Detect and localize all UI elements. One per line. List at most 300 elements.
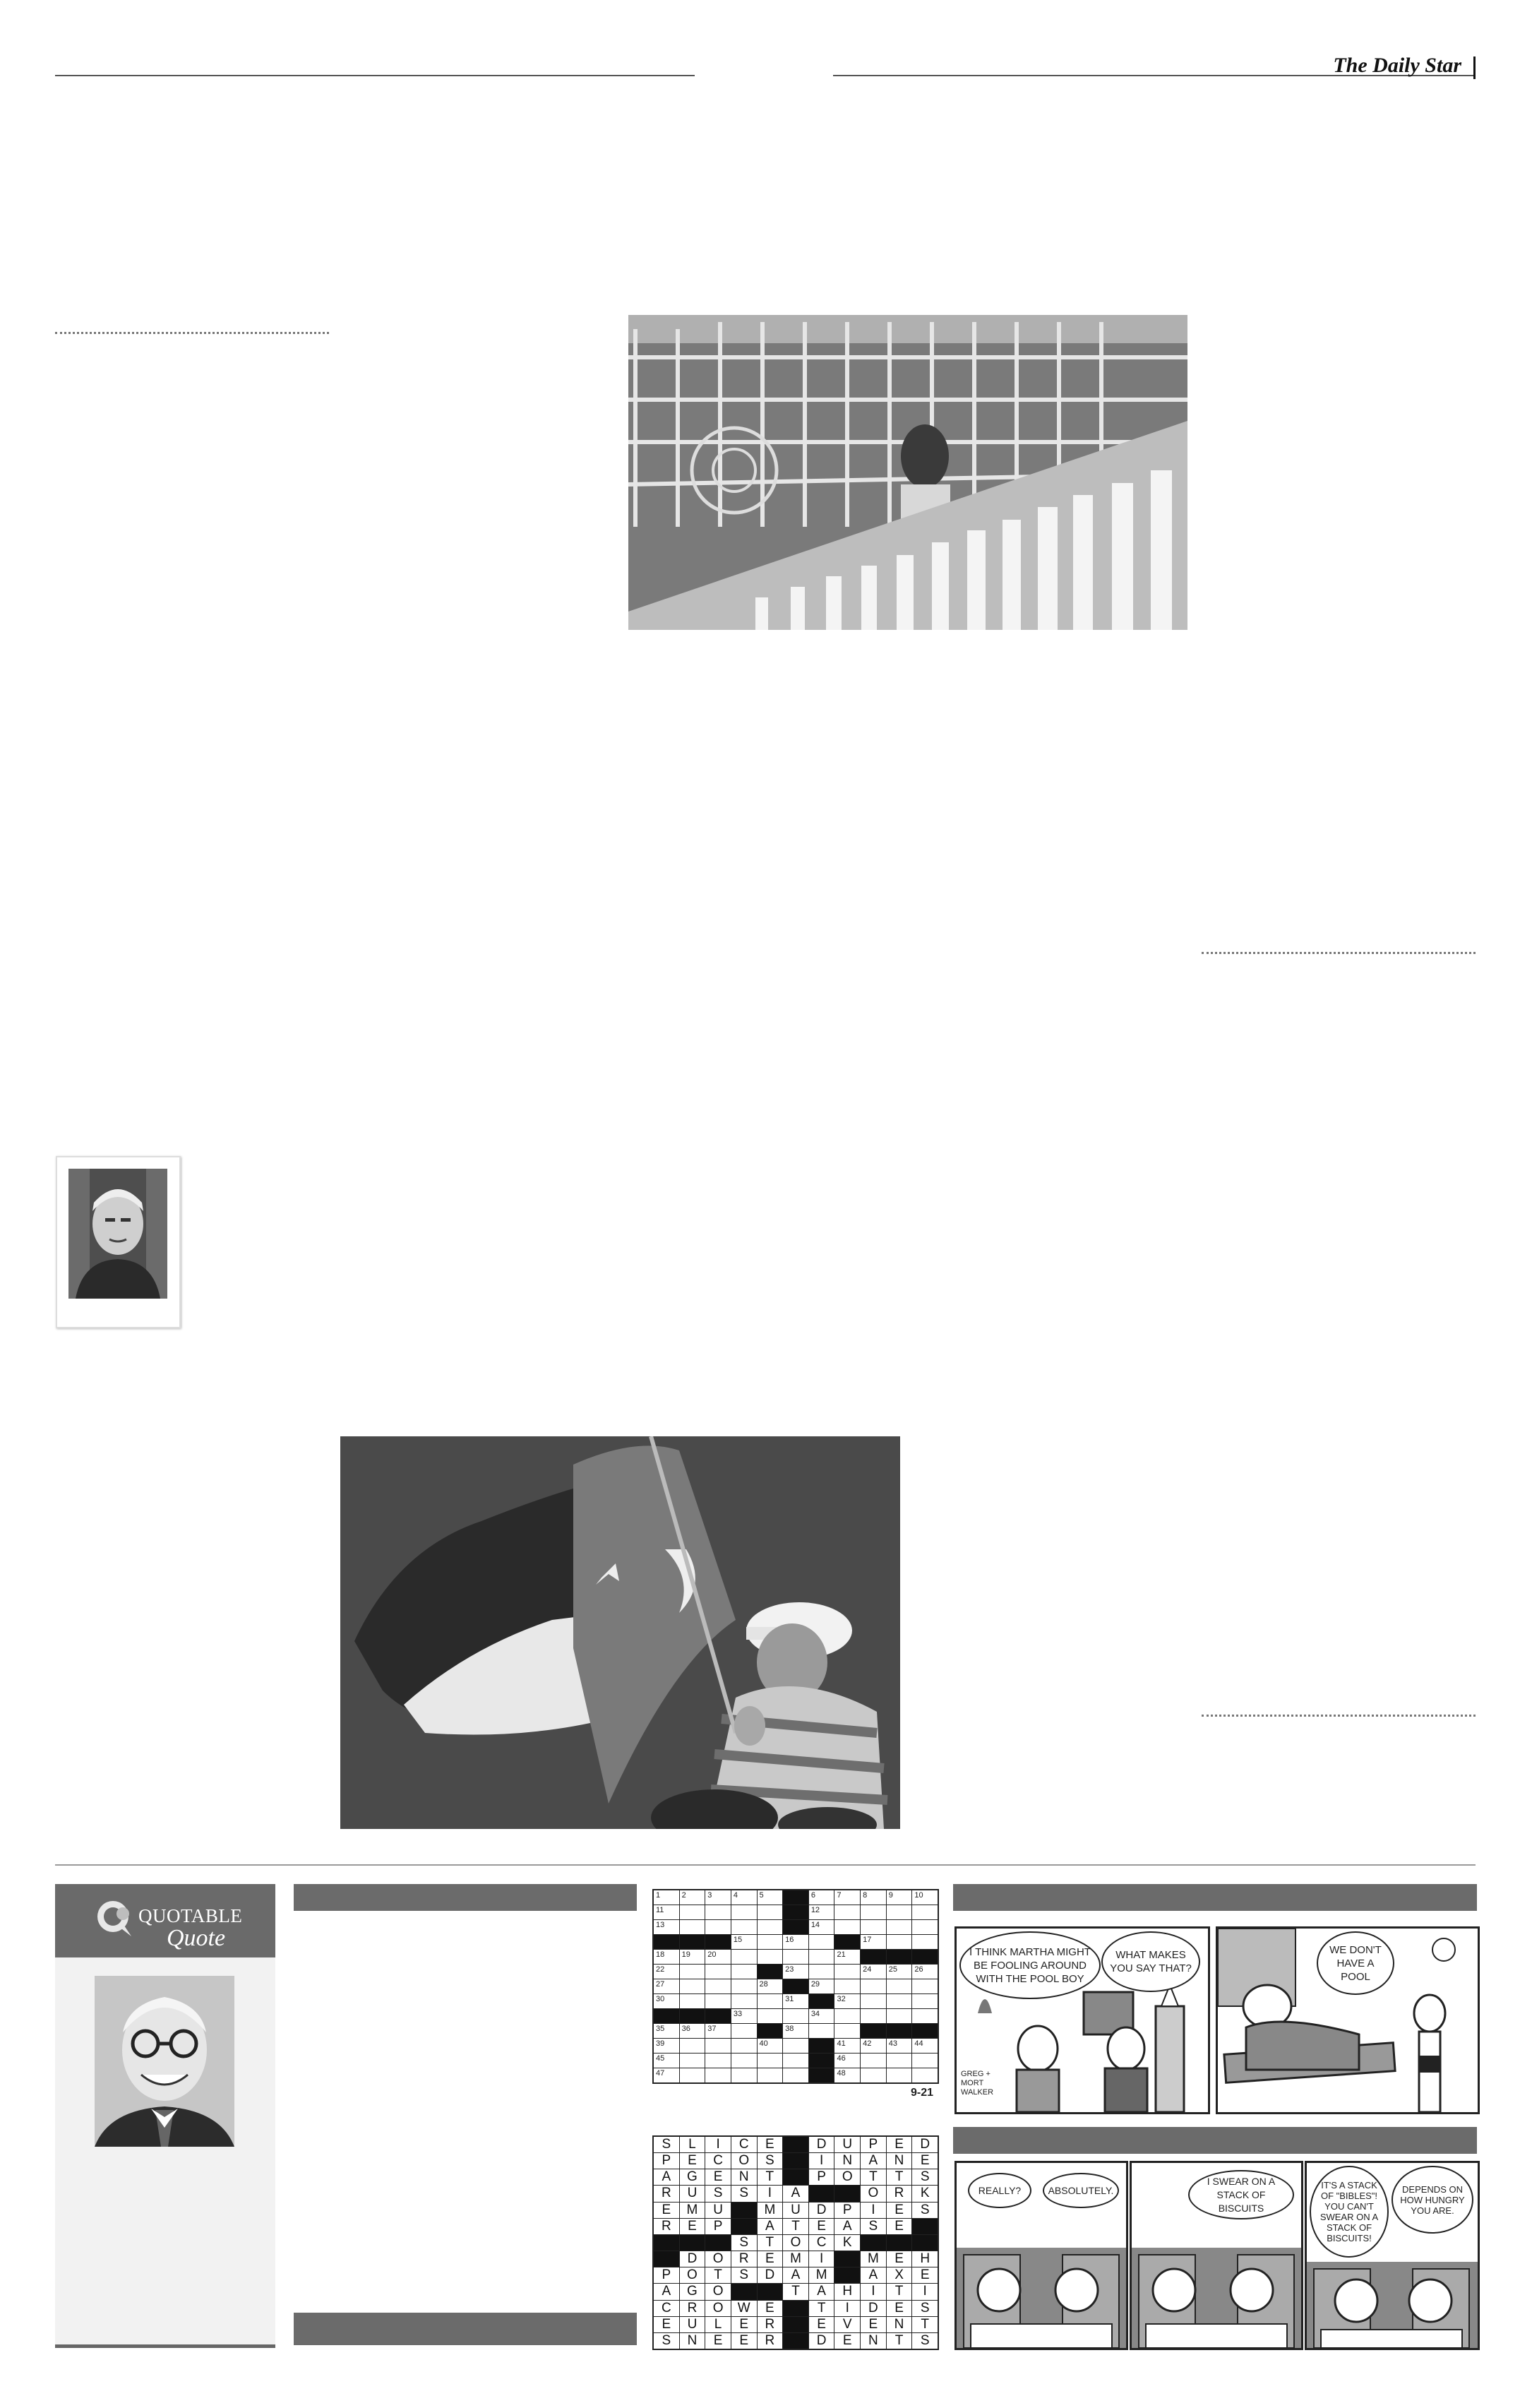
- crossword-cell: [834, 1920, 860, 1934]
- answer-letter: U: [687, 2316, 698, 2332]
- answer-cell: [834, 2284, 860, 2299]
- crossword-clue-number: 24: [863, 1965, 872, 1974]
- answer-cell: [654, 2137, 679, 2152]
- crossword-cell: [705, 1979, 731, 1993]
- answer-cell: [861, 2333, 886, 2349]
- crossword-cell: [912, 1890, 938, 1905]
- answer-letter: P: [662, 2153, 671, 2169]
- answer-letter: U: [687, 2186, 698, 2201]
- answer-black-square: [809, 2186, 834, 2201]
- comic1-panel-2: [1216, 1926, 1480, 2114]
- section-divider-right-1: [1202, 952, 1476, 954]
- crossword-cell: [654, 2039, 679, 2053]
- answer-cell: [654, 2203, 679, 2218]
- answer-cell: [861, 2267, 886, 2283]
- answer-letter: D: [687, 2251, 698, 2267]
- answer-cell: [705, 2203, 731, 2218]
- crossword-black-square: [680, 1935, 705, 1949]
- answer-letter: A: [791, 2186, 801, 2201]
- answer-letter: N: [894, 2153, 904, 2169]
- answer-letter: E: [765, 2137, 774, 2152]
- crossword-cell: [758, 1994, 783, 2008]
- balcony-photo: [628, 315, 1187, 630]
- crossword-cell: [758, 1905, 783, 1919]
- answer-cell: [680, 2186, 705, 2201]
- crossword-cell: [783, 2009, 808, 2023]
- answer-letter: O: [712, 2251, 724, 2267]
- answer-cell: [809, 2317, 834, 2332]
- crossword-cell: [912, 1994, 938, 2008]
- answer-letter: C: [661, 2300, 671, 2315]
- answer-cell: [861, 2301, 886, 2316]
- answer-letter: U: [842, 2137, 853, 2152]
- comic2-speech-bubble-2: ABSOLUTELY.: [1043, 2173, 1119, 2208]
- answer-letter: A: [817, 2284, 826, 2299]
- answer-cell: [834, 2333, 860, 2349]
- answer-letter: E: [868, 2316, 878, 2332]
- answer-cell: [834, 2317, 860, 2332]
- crossword-clue-number: 4: [733, 1891, 738, 1900]
- crossword-black-square: [834, 1935, 860, 1949]
- answer-cell: [912, 2137, 938, 2152]
- crossword-clue-number: 25: [888, 1965, 897, 1974]
- answer-black-square: [731, 2203, 757, 2218]
- crossword-black-square: [809, 2054, 834, 2068]
- answer-cell: [705, 2137, 731, 2152]
- answer-letter: M: [686, 2202, 698, 2217]
- crossword-clue-number: 11: [656, 1906, 664, 1914]
- crossword-cell: [912, 2068, 938, 2082]
- answer-black-square: [834, 2251, 860, 2267]
- crossword-cell: [758, 1890, 783, 1905]
- answer-letter: G: [687, 2284, 698, 2299]
- crossword-cell: [705, 1890, 731, 1905]
- crossword-cell: [912, 1935, 938, 1949]
- answer-letter: O: [712, 2300, 724, 2315]
- comic2-speech-bubble-1: REALLY?: [968, 2173, 1031, 2208]
- answer-letter: P: [868, 2137, 878, 2152]
- answer-cell: [680, 2203, 705, 2218]
- crossword-clue-number: 29: [810, 1980, 820, 1989]
- crossword-black-square: [861, 2024, 886, 2038]
- crossword-cell: [809, 2024, 834, 2038]
- answer-cell: [809, 2267, 834, 2283]
- answer-black-square: [887, 2235, 912, 2251]
- crossword-cell: [680, 2068, 705, 2082]
- crossword-clue-number: 13: [656, 1921, 665, 1929]
- answer-black-square: [783, 2137, 808, 2152]
- crossword-cell: [654, 1994, 679, 2008]
- quote-bubble-icon: [95, 1898, 136, 1939]
- answer-cell: [783, 2251, 808, 2267]
- crossword-cell: [731, 1920, 757, 1934]
- section-divider-right-2: [1202, 1715, 1476, 1717]
- crossword-cell: [783, 1935, 808, 1949]
- answer-cell: [680, 2301, 705, 2316]
- answer-cell: [834, 2169, 860, 2185]
- crossword-cell: [705, 1994, 731, 2008]
- answer-cell: [912, 2153, 938, 2169]
- answer-cell: [758, 2169, 783, 2185]
- columnist-photo: [68, 1169, 167, 1299]
- crossword-cell: [809, 1935, 834, 1949]
- crossword-cell: [887, 1935, 912, 1949]
- answer-letter: T: [765, 2169, 774, 2185]
- crossword-clue-number: 15: [733, 1936, 743, 1944]
- quotable-title: QUOTABLE: [138, 1905, 243, 1926]
- crossword-clue-number: 23: [785, 1965, 794, 1974]
- answer-cell: [705, 2186, 731, 2201]
- crossword-cell: [705, 1950, 731, 1964]
- crossword-cell: [783, 2024, 808, 2038]
- crossword-cell: [861, 2039, 886, 2053]
- answer-cell: [758, 2317, 783, 2332]
- crossword-cell: [861, 2068, 886, 2082]
- crossword-cell: [887, 1965, 912, 1979]
- answer-cell: [680, 2267, 705, 2283]
- crossword-cell: [861, 1890, 886, 1905]
- crossword-cell: [758, 1920, 783, 1934]
- answer-letter: S: [739, 2234, 749, 2250]
- answer-cell: [834, 2203, 860, 2218]
- answer-cell: [912, 2301, 938, 2316]
- crossword-clue-number: 39: [656, 2039, 665, 2048]
- crossword-cell: [680, 1920, 705, 1934]
- answer-cell: [809, 2251, 834, 2267]
- crossword-cell: [758, 1950, 783, 1964]
- crossword-clue-number: 26: [914, 1965, 923, 1974]
- answer-black-square: [834, 2267, 860, 2283]
- answer-cell: [758, 2333, 783, 2349]
- crossword-cell: [887, 1905, 912, 1919]
- answer-letter: S: [920, 2202, 930, 2217]
- answer-letter: T: [894, 2332, 904, 2348]
- answer-cell: [809, 2235, 834, 2251]
- answer-cell: [731, 2235, 757, 2251]
- answer-letter: E: [920, 2267, 930, 2283]
- answer-cell: [809, 2301, 834, 2316]
- answer-letter: P: [662, 2267, 671, 2283]
- crossword-cell: [809, 1979, 834, 1993]
- answer-cell: [654, 2169, 679, 2185]
- answer-letter: W: [737, 2300, 750, 2315]
- answer-black-square: [783, 2169, 808, 2185]
- comic2-panel-2: [1130, 2161, 1303, 2350]
- crossword-black-square: [705, 1935, 731, 1949]
- crossword-cell: [912, 2039, 938, 2053]
- crossword-cell: [783, 2054, 808, 2068]
- crossword-clue-number: 18: [656, 1950, 665, 1959]
- answer-letter: R: [738, 2251, 749, 2267]
- crossword-cell: [912, 2009, 938, 2023]
- crossword-cell: [731, 2054, 757, 2068]
- answer-cell: [654, 2301, 679, 2316]
- answer-letter: H: [920, 2251, 930, 2267]
- crossword-clue-number: 10: [914, 1891, 923, 1900]
- answer-letter: A: [868, 2153, 878, 2169]
- crossword-cell: [783, 1994, 808, 2008]
- crossword-cell: [861, 1965, 886, 1979]
- crossword-cell: [705, 1905, 731, 1919]
- crossword-cell: [758, 2054, 783, 2068]
- answer-letter: R: [661, 2218, 671, 2234]
- crossword-cell: [834, 1905, 860, 1919]
- answer-black-square: [705, 2235, 731, 2251]
- answer-cell: [912, 2169, 938, 2185]
- crossword-clue-number: 42: [863, 2039, 872, 2048]
- crossword-cell: [783, 1950, 808, 1964]
- answer-cell: [887, 2317, 912, 2332]
- crossword-cell: [731, 1905, 757, 1919]
- crossword-cell: [912, 1920, 938, 1934]
- answer-letter: M: [867, 2251, 879, 2267]
- answer-letter: M: [790, 2251, 801, 2267]
- answer-black-square: [731, 2284, 757, 2299]
- answer-black-square: [731, 2219, 757, 2234]
- answer-cell: [887, 2153, 912, 2169]
- crossword-cell: [834, 1965, 860, 1979]
- answer-cell: [705, 2251, 731, 2267]
- answer-letter: E: [894, 2251, 904, 2267]
- answer-cell: [834, 2137, 860, 2152]
- answer-black-square: [783, 2153, 808, 2169]
- masthead-divider: [1473, 56, 1476, 79]
- answer-cell: [887, 2203, 912, 2218]
- crossword-clue-number: 22: [656, 1965, 665, 1974]
- crossword-black-square: [758, 2024, 783, 2038]
- answer-cell: [912, 2317, 938, 2332]
- answer-cell: [654, 2284, 679, 2299]
- crossword-black-square: [809, 2068, 834, 2082]
- answer-letter: S: [920, 2332, 930, 2348]
- answer-cell: [731, 2317, 757, 2332]
- answer-cell: [887, 2169, 912, 2185]
- answer-letter: G: [687, 2169, 698, 2185]
- crossword-cell: [861, 1935, 886, 1949]
- answer-letter: P: [842, 2202, 852, 2217]
- answer-black-square: [654, 2251, 679, 2267]
- crossword-clue-number: 8: [863, 1891, 868, 1900]
- answer-letter: L: [688, 2137, 696, 2152]
- answer-letter: O: [842, 2169, 853, 2185]
- answer-cell: [887, 2186, 912, 2201]
- crossword-clue-number: 47: [656, 2069, 665, 2078]
- answer-cell: [912, 2267, 938, 2283]
- answer-cell: [680, 2137, 705, 2152]
- answer-cell: [809, 2333, 834, 2349]
- crossword-cell: [758, 2039, 783, 2053]
- comic2-speech-bubble-5: DEPENDS ON HOW HUNGRY YOU ARE.: [1392, 2166, 1473, 2234]
- answer-cell: [912, 2333, 938, 2349]
- crossword-cell: [912, 1905, 938, 1919]
- crossword-cell: [731, 1935, 757, 1949]
- answer-letter: A: [765, 2218, 774, 2234]
- answer-cell: [680, 2251, 705, 2267]
- answer-letter: S: [739, 2186, 749, 2201]
- answer-letter: T: [869, 2169, 878, 2185]
- crossword-clue-number: 12: [810, 1906, 820, 1914]
- answer-letter: S: [765, 2153, 774, 2169]
- crossword-cell: [887, 1920, 912, 1934]
- answer-letter: H: [842, 2284, 853, 2299]
- bottom-section-rule: [55, 1864, 1476, 1866]
- answer-letter: I: [767, 2186, 772, 2201]
- answer-letter: I: [923, 2284, 927, 2299]
- crossword-clue-number: 37: [707, 2025, 717, 2033]
- answer-cell: [731, 2251, 757, 2267]
- crossword-clue-number: 33: [733, 2010, 743, 2018]
- answer-cell: [705, 2301, 731, 2316]
- crossword-cell: [887, 1890, 912, 1905]
- boy-with-flags-photo: [340, 1436, 900, 1829]
- crossword-cell: [834, 2024, 860, 2038]
- answer-letter: T: [817, 2300, 826, 2315]
- answer-letter: R: [765, 2316, 775, 2332]
- crossword-black-square: [680, 2009, 705, 2023]
- crossword-black-square: [887, 1950, 912, 1964]
- answer-black-square: [834, 2186, 860, 2201]
- answer-cell: [680, 2284, 705, 2299]
- crossword-clue-number: 45: [656, 2054, 665, 2063]
- crossword-clue-number: 40: [759, 2039, 768, 2048]
- crossword-cell: [887, 2054, 912, 2068]
- crossword-cell: [861, 1994, 886, 2008]
- crossword-cell: [680, 1994, 705, 2008]
- answer-cell: [834, 2219, 860, 2234]
- answer-cell: [912, 2203, 938, 2218]
- answer-letter: S: [662, 2332, 671, 2348]
- answer-cell: [887, 2251, 912, 2267]
- answer-letter: E: [765, 2251, 774, 2267]
- answer-cell: [783, 2284, 808, 2299]
- crossword-clue-number: 28: [759, 1980, 768, 1989]
- comic1-panel-1: [954, 1926, 1210, 2114]
- answer-letter: T: [765, 2234, 774, 2250]
- crossword-cell: [887, 2039, 912, 2053]
- answer-cell: [758, 2186, 783, 2201]
- answer-cell: [758, 2301, 783, 2316]
- answer-letter: E: [817, 2316, 826, 2332]
- answer-cell: [809, 2153, 834, 2169]
- crossword-clue-number: 31: [785, 1995, 794, 2003]
- answer-letter: A: [842, 2218, 852, 2234]
- answer-letter: U: [713, 2202, 723, 2217]
- crossword-clue-number: 5: [759, 1891, 764, 1900]
- crossword-cell: [680, 1890, 705, 1905]
- answer-cell: [758, 2235, 783, 2251]
- crossword-cell: [731, 2024, 757, 2038]
- answer-letter: K: [842, 2234, 852, 2250]
- answer-letter: S: [920, 2300, 930, 2315]
- crossword-black-square: [912, 1950, 938, 1964]
- crossword-cell: [654, 2024, 679, 2038]
- crossword-cell: [861, 1905, 886, 1919]
- crossword-cell: [834, 2039, 860, 2053]
- comic1-signature: GREG + MORT WALKER: [961, 2070, 994, 2097]
- crossword-cell: [731, 1965, 757, 1979]
- answer-letter: S: [920, 2169, 930, 2185]
- answer-cell: [861, 2186, 886, 2201]
- crossword-cell: [887, 2009, 912, 2023]
- crossword-clue-number: 32: [837, 1995, 846, 2003]
- crossword-cell: [680, 1979, 705, 1993]
- answer-letter: N: [842, 2153, 853, 2169]
- answer-cell: [680, 2317, 705, 2332]
- crossword-cell: [834, 1890, 860, 1905]
- crossword-black-square: [809, 2039, 834, 2053]
- crossword-cell: [834, 1950, 860, 1964]
- crossword-cell: [680, 2039, 705, 2053]
- crossword-cell: [809, 2009, 834, 2023]
- answer-letter: T: [791, 2218, 800, 2234]
- crossword-clue-number: 34: [810, 2010, 820, 2018]
- crossword-black-square: [887, 2024, 912, 2038]
- crossword-clue-number: 44: [914, 2039, 923, 2048]
- answer-letter: R: [765, 2332, 775, 2348]
- answer-letter: C: [816, 2234, 827, 2250]
- answer-letter: E: [894, 2300, 904, 2315]
- answer-letter: D: [920, 2137, 930, 2152]
- answer-cell: [861, 2203, 886, 2218]
- answer-cell: [809, 2169, 834, 2185]
- crossword-answer-grid: [652, 2135, 939, 2350]
- answer-cell: [680, 2333, 705, 2349]
- answer-letter: T: [921, 2316, 929, 2332]
- answer-black-square: [654, 2235, 679, 2251]
- crossword-cell: [783, 1965, 808, 1979]
- answer-cell: [861, 2169, 886, 2185]
- answer-black-square: [783, 2333, 808, 2349]
- crossword-black-square: [809, 1994, 834, 2008]
- answer-letter: O: [868, 2186, 879, 2201]
- crossword-cell: [861, 2054, 886, 2068]
- crossword-date: 9-21: [911, 2087, 934, 2099]
- answer-cell: [887, 2267, 912, 2283]
- crossword-cell: [783, 2068, 808, 2082]
- answer-black-square: [912, 2219, 938, 2234]
- answer-cell: [705, 2153, 731, 2169]
- answer-letter: E: [662, 2202, 671, 2217]
- answer-letter: D: [868, 2300, 878, 2315]
- answer-cell: [861, 2137, 886, 2152]
- answer-letter: A: [791, 2267, 801, 2283]
- comic1-speech-bubble-2: WHAT MAKES YOU SAY THAT?: [1101, 1931, 1200, 1992]
- answer-cell: [834, 2301, 860, 2316]
- answer-letter: E: [713, 2169, 723, 2185]
- answer-letter: T: [791, 2284, 800, 2299]
- answer-letter: L: [714, 2316, 722, 2332]
- answer-letter: D: [765, 2267, 775, 2283]
- crossword-cell: [680, 1950, 705, 1964]
- crossword-clue-number: 27: [656, 1980, 665, 1989]
- crossword-cell: [912, 2054, 938, 2068]
- quote-box-bottom-rule: [55, 2344, 275, 2348]
- answer-letter: M: [764, 2202, 776, 2217]
- answer-cell: [887, 2137, 912, 2152]
- answer-letter: E: [817, 2218, 826, 2234]
- crossword-clue-number: 41: [837, 2039, 846, 2048]
- comic2-panel-1: [954, 2161, 1128, 2350]
- crossword-cell: [654, 1950, 679, 1964]
- answer-letter: S: [713, 2186, 723, 2201]
- column-header-bar: [294, 1884, 637, 1911]
- answer-cell: [887, 2219, 912, 2234]
- section-divider-left: [55, 332, 329, 334]
- crossword-black-square: [783, 1890, 808, 1905]
- answer-letter: P: [713, 2218, 723, 2234]
- answer-letter: A: [662, 2284, 671, 2299]
- crossword-cell: [680, 2054, 705, 2068]
